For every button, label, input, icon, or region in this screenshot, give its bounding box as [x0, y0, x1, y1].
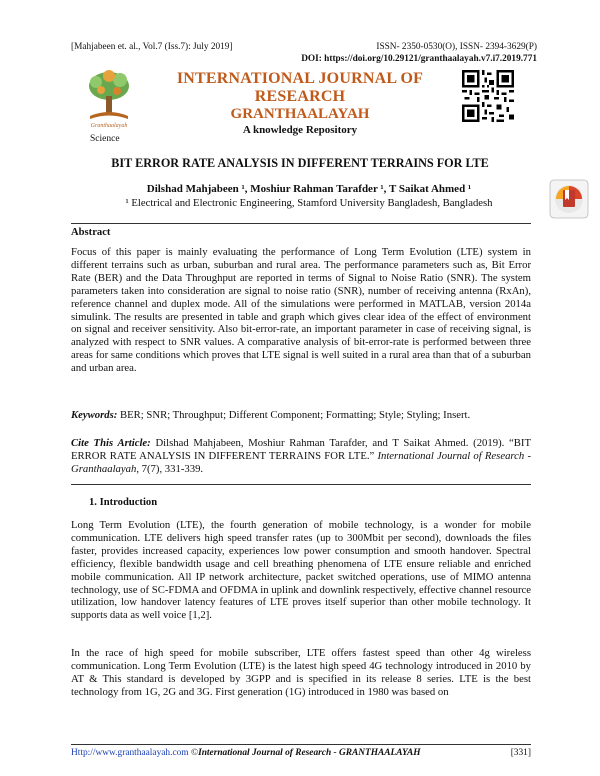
paper-affiliation: ¹ Electrical and Electronic Engineering, Stamford University Bangladesh, Bangladesh — [125, 197, 493, 209]
abstract-bottom-rule — [71, 484, 531, 485]
keywords-text: BER; SNR; Throughput; Different Component; Formatting; Style; Styling; Insert. — [117, 409, 471, 421]
cite-journal: International Journal of Research - Granthaalayah — [71, 449, 531, 475]
page-number: [331] — [510, 748, 531, 758]
cite-tail: , 7(7), 331-339. — [136, 462, 204, 475]
footer-rule — [71, 744, 531, 745]
cite-text: Dilshad Mahjabeen, Moshiur Rahman Tarafder, and T Saikat Ahmed. (2019). “BIT ERROR RATE ANALYSIS IN DIFFERENT TERRAINS FOR LTE.” — [71, 437, 531, 462]
journal-masthead — [150, 70, 450, 136]
journal-tagline: A knowledge Repository — [242, 124, 358, 136]
abstract-text: Focus of this paper is mainly evaluating the performance of Long Term Evolution (LTE) system in different terrains such as urban, suburban and rural area. The performance parameters such as, Bit Error Rate (BER) and the Data Throughput are reported in terms of Signal to Noise Ratio (SNR). The system parameters taken into consideration are signal to noise ratio (SNR), number of receiving antenna (RxAn), reference channel and duplex mode. All of the simulations were performed in MATLAB, version 2014a simulink. The results are presented in table and graph which gives clear idea of the effect of environment on signal and receiver sensitivity. Also bit-error-rate, an important parameter in case of receiving signal, is analyzed with respect to SNR values. A comparative analysis of bit-error-rate is performed between three areas for same conditions which proves that LTE signal is well suited in a rural area than that of a suburban and urban area. — [71, 246, 531, 375]
issn-text: ISSN- 2350-0530(O), ISSN- 2394-3629(P) — [376, 42, 537, 52]
footer — [71, 748, 421, 758]
journal-name-line2: GRANTHAALAYAH — [230, 106, 370, 122]
cite-label: Cite This Article: — [71, 437, 151, 449]
paper-title: BIT ERROR RATE ANALYSIS IN DIFFERENT TERRAINS FOR LTE — [111, 156, 489, 170]
abstract-top-rule — [71, 223, 531, 224]
doi-link[interactable]: DOI: https://doi.org/10.29121/granthaalayah.v7.i7.2019.771 — [301, 54, 537, 64]
keywords — [71, 409, 531, 422]
footer-copyright: © — [188, 748, 199, 758]
introduction-heading: 1. Introduction — [89, 497, 158, 508]
journal-name-line1: INTERNATIONAL JOURNAL OF RESEARCH — [176, 70, 424, 105]
footer-journal-name: International Journal of Research - GRANTHAALAYAH — [198, 748, 421, 758]
footer-website-link[interactable]: Http://www.granthaalayah.com — [71, 748, 189, 758]
logo-text: Granthaalayah — [90, 123, 128, 129]
abstract-heading: Abstract — [71, 227, 111, 238]
cite-this-article — [71, 437, 531, 476]
introduction-paragraph-1: Long Term Evolution (LTE), the fourth generation of mobile technology, is a wonder for mobile communication. LTE delivers high speed transfer rates (up to 300Mbit per second), downloads the files faster, provides increased capacity, experiences low power consumption and smooth handover. Spectral efficiency, flexible bandwidth usage and cell breathing phenomena of LTE ensure reliable and enriched mobile communication. All IP network architecture, packet switched operations, use of MIMO antenna technology, use of SC-FDMA and OFDMA in uplink and downlink respectively, effective channel resource utilization, low handover latency features of LTE proves itself superior than other mobile technology. It supports data as well voice [1,2]. — [71, 519, 531, 622]
keywords-label: Keywords: — [71, 409, 118, 421]
paper-authors: Dilshad Mahjabeen ¹, Moshiur Rahman Tarafder ¹, T Saikat Ahmed ¹ — [146, 183, 472, 195]
tree-logo-icon — [82, 68, 136, 130]
introduction-paragraph-2: In the race of high speed for mobile subscriber, LTE offers fastest speed than other 4g wireless communication. Long Term Evolution (LTE) is the latest high speed 4G technology introduced in 2010 by AT & This standard is developed by 3GPP and is specified in its release 8 series. LTE is the best technology from 1G, 2G and 3G. First generation (1G) introduced in 1980 was based on — [71, 647, 531, 698]
section-label: Science — [90, 134, 120, 144]
qr-code-icon — [462, 70, 514, 122]
header-identifiers — [301, 42, 537, 64]
header-citation: [Mahjabeen et. al., Vol.7 (Iss.7): July 2019] — [71, 42, 233, 52]
crossmark-icon[interactable] — [549, 179, 589, 219]
